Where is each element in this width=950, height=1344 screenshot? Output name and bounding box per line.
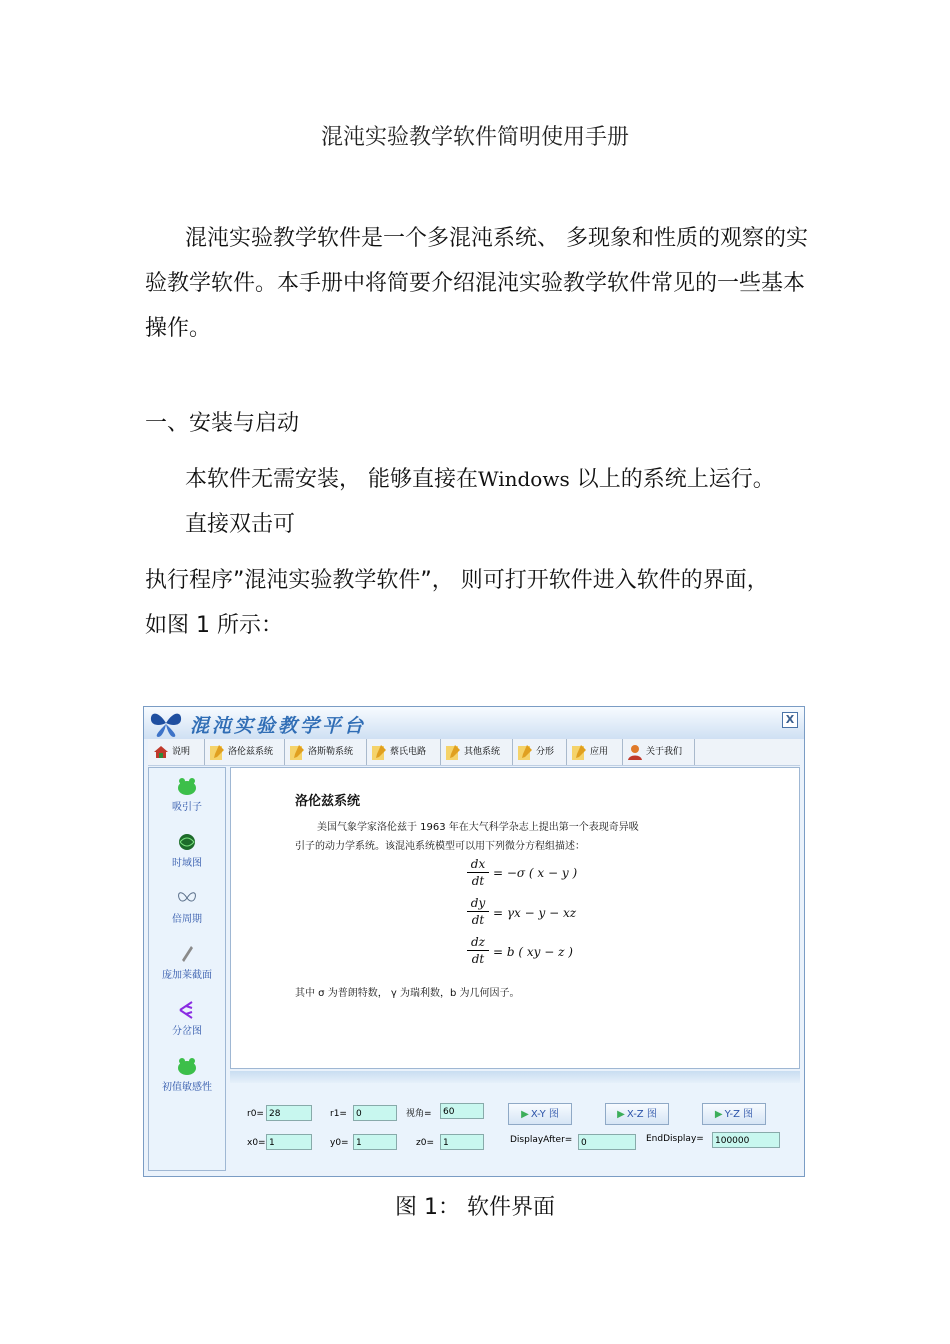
document-title: 混沌实验教学软件简明使用手册 (320, 125, 629, 150)
title-bar (144, 707, 804, 739)
eq2-rhs: = γx − y − xz (493, 906, 577, 920)
app-title: 混沌实验教学平台 (190, 715, 367, 737)
butterfly-logo-icon (148, 708, 184, 738)
y0-label: y0= (330, 1138, 349, 1148)
section-heading-install: 一、安装与启动 (145, 411, 300, 436)
install-text-after: 以上的系统上运行。 (569, 467, 775, 492)
note-pencil-icon (571, 743, 587, 761)
end-display-input[interactable]: 100000 (712, 1132, 780, 1148)
x0-label: x0= (247, 1138, 266, 1148)
tab-application[interactable]: 应用 (568, 739, 623, 765)
r0-label: r0= (247, 1109, 264, 1119)
sphere-icon (176, 832, 198, 852)
note-pencil-icon (371, 743, 387, 761)
frog-icon (176, 776, 198, 796)
sidebar-item-poincare-section[interactable]: 庞加莱截面 (149, 944, 225, 981)
eq3-rhs: = b ( xy − z ) (493, 945, 573, 959)
launch-line: 直接双击可 (185, 512, 296, 537)
content-heading: 洛伦兹系统 (295, 794, 361, 809)
z0-input[interactable]: 1 (440, 1134, 484, 1150)
note-pencil-icon (289, 743, 305, 761)
panel-divider (230, 1071, 800, 1083)
parameter-panel (230, 1083, 800, 1171)
display-after-label: DisplayAfter= (510, 1135, 573, 1145)
intro-paragraph: 混沌实验教学软件是一个多混沌系统、 多现象和性质的观察的实验教学软件。本手册中将简要介绍混沌实验教学软件常见的一些基本操作。 (145, 226, 808, 341)
frog-icon (176, 1056, 198, 1076)
xy-plot-button[interactable]: ▶ X-Y 图 (508, 1103, 572, 1125)
r0-input[interactable]: 28 (266, 1105, 312, 1121)
x0-input[interactable]: 1 (266, 1134, 312, 1150)
end-display-label: EndDisplay= (646, 1134, 704, 1144)
play-icon: ▶ (617, 1109, 625, 1120)
eq1-fraction: dx dt (467, 857, 489, 888)
figure-caption: 图 1： 软件界面 (395, 1195, 555, 1220)
eq1-rhs: = −σ ( x − y ) (493, 866, 578, 880)
tab-other-systems[interactable]: 其他系统 (442, 739, 513, 765)
sidebar-item-attractor[interactable]: 吸引子 (149, 776, 225, 813)
eq3-fraction: dz dt (467, 935, 489, 966)
figure-reference: 如图 1 所示： (145, 613, 283, 638)
sidebar-item-time-domain[interactable]: 时域图 (149, 832, 225, 869)
angle-input[interactable]: 60 (440, 1103, 484, 1119)
software-window (143, 706, 805, 1177)
xz-plot-button[interactable]: ▶ X-Z 图 (605, 1103, 669, 1125)
play-icon: ▶ (521, 1109, 529, 1120)
display-after-input[interactable]: 0 (578, 1134, 636, 1150)
house-icon (153, 743, 169, 761)
bifurcation-icon (176, 1000, 198, 1020)
tab-rossler[interactable]: 洛斯勒系统 (286, 739, 367, 765)
yz-plot-button[interactable]: ▶ Y-Z 图 (702, 1103, 766, 1125)
r1-input[interactable]: 0 (353, 1105, 397, 1121)
tab-lorenz[interactable]: 洛伦兹系统 (206, 739, 285, 765)
z0-label: z0= (416, 1138, 434, 1148)
install-paragraph (145, 457, 810, 502)
angle-label: 视角= (406, 1109, 432, 1119)
launch-line-2: 执行程序”混沌实验教学软件”， 则可打开软件进入软件的界面， (145, 568, 769, 593)
close-button[interactable]: X (782, 712, 798, 728)
r1-label: r1= (330, 1109, 347, 1119)
note-pencil-icon (517, 743, 533, 761)
play-icon: ▶ (714, 1109, 723, 1120)
tab-help[interactable]: 说明 (150, 739, 205, 765)
windows-text: Windows (478, 467, 570, 491)
note-pencil-icon (209, 743, 225, 761)
sidebar-item-bifurcation[interactable]: 分岔图 (149, 1000, 225, 1037)
content-line-3: 其中 σ 为普朗特数， γ 为瑞利数，b 为几何因子。 (295, 988, 520, 999)
install-text-before: 本软件无需安装， 能够直接在 (185, 467, 478, 492)
sidebar-item-period-doubling[interactable]: 倍周期 (149, 888, 225, 925)
tab-fractal[interactable]: 分形 (514, 739, 567, 765)
pen-icon (176, 944, 198, 964)
content-line-2: 引子的动力学系统。该混沌系统模型可以用下列微分方程组描述： (295, 841, 585, 852)
note-pencil-icon (445, 743, 461, 761)
sidebar-item-initial-sensitivity[interactable]: 初值敏感性 (149, 1056, 225, 1093)
sidebar (148, 767, 226, 1171)
user-icon (627, 743, 643, 761)
tab-chua-circuit[interactable]: 蔡氏电路 (368, 739, 441, 765)
butterfly-outline-icon (176, 888, 198, 908)
eq2-fraction: dy dt (467, 896, 489, 927)
menu-toolbar (148, 739, 800, 766)
tab-about-us[interactable]: 关于我们 (624, 739, 695, 765)
content-line-1: 美国气象学家洛伦兹于 1963 年在大气科学杂志上提出第一个表现奇异吸 (317, 822, 639, 833)
content-panel (230, 767, 800, 1069)
y0-input[interactable]: 1 (353, 1134, 397, 1150)
